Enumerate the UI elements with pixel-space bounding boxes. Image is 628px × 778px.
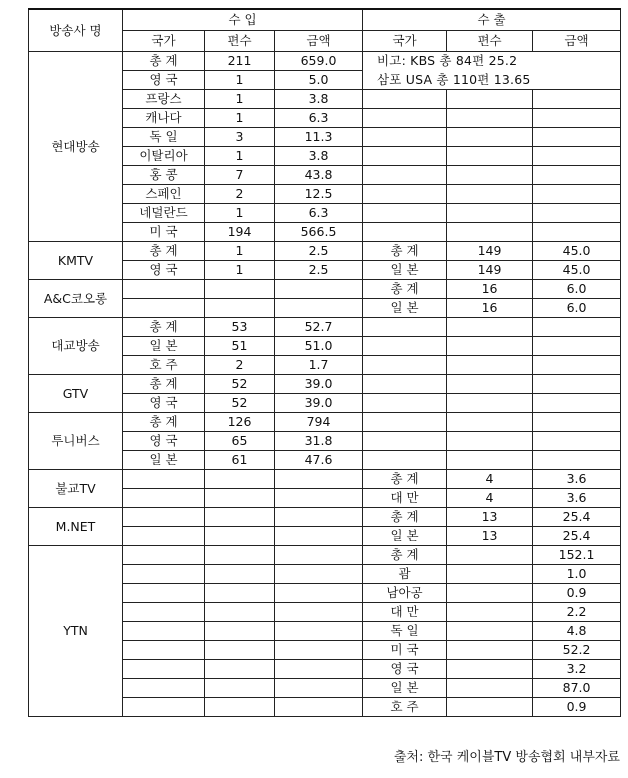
- export-country: 미 국: [363, 641, 447, 660]
- import-country: [123, 584, 205, 603]
- export-country: 총 계: [363, 546, 447, 565]
- import-amount: [275, 299, 363, 318]
- export-country: 독 일: [363, 622, 447, 641]
- import-country: 호 주: [123, 356, 205, 375]
- export-country: [363, 375, 447, 394]
- export-amount: [533, 223, 621, 242]
- export-amount: [533, 185, 621, 204]
- export-count: 16: [447, 280, 533, 299]
- import-count: 2: [205, 185, 275, 204]
- import-amount: 52.7: [275, 318, 363, 337]
- export-amount: 45.0: [533, 242, 621, 261]
- export-amount: 2.2: [533, 603, 621, 622]
- export-amount: 152.1: [533, 546, 621, 565]
- export-country: [363, 394, 447, 413]
- export-country: 일 본: [363, 679, 447, 698]
- export-amount: [533, 90, 621, 109]
- import-count: [205, 679, 275, 698]
- import-count: 61: [205, 451, 275, 470]
- export-count: [447, 356, 533, 375]
- import-country: 총 계: [123, 242, 205, 261]
- import-count: [205, 470, 275, 489]
- table-row: [29, 413, 621, 432]
- export-amount: 4.8: [533, 622, 621, 641]
- import-count: 65: [205, 432, 275, 451]
- import-amount: 31.8: [275, 432, 363, 451]
- import-amount: [275, 546, 363, 565]
- export-country: 일 본: [363, 299, 447, 318]
- import-amount: 51.0: [275, 337, 363, 356]
- export-country: [363, 185, 447, 204]
- import-country: [123, 527, 205, 546]
- export-count: [447, 451, 533, 470]
- import-amount: 659.0: [275, 52, 363, 71]
- import-country: 일 본: [123, 451, 205, 470]
- table-row: [29, 52, 621, 71]
- import-count: [205, 508, 275, 527]
- import-count: 1: [205, 261, 275, 280]
- import-count: 53: [205, 318, 275, 337]
- export-count: [447, 318, 533, 337]
- header-export-count: 편수: [447, 31, 533, 52]
- import-country: 총 계: [123, 318, 205, 337]
- import-amount: 794: [275, 413, 363, 432]
- export-amount: [533, 432, 621, 451]
- import-country: 총 계: [123, 375, 205, 394]
- export-country: [363, 90, 447, 109]
- export-amount: [533, 394, 621, 413]
- export-country: [363, 147, 447, 166]
- export-country: 대 만: [363, 603, 447, 622]
- import-amount: [275, 603, 363, 622]
- export-amount: 52.2: [533, 641, 621, 660]
- broadcaster-name: 투니버스: [29, 413, 123, 470]
- import-count: [205, 698, 275, 717]
- table-row: [29, 280, 621, 299]
- import-count: [205, 565, 275, 584]
- import-country: [123, 641, 205, 660]
- import-amount: 2.5: [275, 242, 363, 261]
- table-row: [29, 508, 621, 527]
- import-amount: [275, 280, 363, 299]
- table-row: [29, 375, 621, 394]
- export-amount: 6.0: [533, 299, 621, 318]
- import-count: 126: [205, 413, 275, 432]
- export-country: 호 주: [363, 698, 447, 717]
- import-amount: [275, 508, 363, 527]
- import-count: [205, 299, 275, 318]
- export-count: [447, 337, 533, 356]
- export-count: [447, 432, 533, 451]
- export-amount: [533, 128, 621, 147]
- import-country: [123, 470, 205, 489]
- export-country: [363, 413, 447, 432]
- export-amount: [533, 166, 621, 185]
- export-count: [447, 147, 533, 166]
- import-count: [205, 622, 275, 641]
- import-amount: 3.8: [275, 90, 363, 109]
- document-sheet: [28, 8, 620, 765]
- header-export-amount: 금액: [533, 31, 621, 52]
- header-import-count: 편수: [205, 31, 275, 52]
- broadcaster-name: GTV: [29, 375, 123, 413]
- table-body: [29, 52, 621, 717]
- import-count: 52: [205, 394, 275, 413]
- import-amount: [275, 527, 363, 546]
- import-amount: [275, 698, 363, 717]
- import-count: 52: [205, 375, 275, 394]
- import-count: 2: [205, 356, 275, 375]
- export-count: [447, 375, 533, 394]
- export-count: [447, 413, 533, 432]
- export-count: [447, 565, 533, 584]
- import-amount: [275, 584, 363, 603]
- import-amount: 6.3: [275, 204, 363, 223]
- import-amount: 566.5: [275, 223, 363, 242]
- export-count: [447, 584, 533, 603]
- import-country: [123, 299, 205, 318]
- export-note: 삼포 USA 총 110편 13.65: [363, 71, 621, 90]
- import-count: [205, 660, 275, 679]
- export-amount: 1.0: [533, 565, 621, 584]
- import-country: 미 국: [123, 223, 205, 242]
- header-row-1: [29, 9, 621, 31]
- import-count: [205, 584, 275, 603]
- import-country: [123, 280, 205, 299]
- import-country: 프랑스: [123, 90, 205, 109]
- export-country: [363, 451, 447, 470]
- import-amount: 39.0: [275, 394, 363, 413]
- export-country: 일 본: [363, 261, 447, 280]
- import-country: 영 국: [123, 71, 205, 90]
- export-amount: [533, 451, 621, 470]
- import-country: [123, 698, 205, 717]
- export-amount: 25.4: [533, 508, 621, 527]
- export-country: [363, 318, 447, 337]
- import-count: [205, 641, 275, 660]
- export-amount: [533, 375, 621, 394]
- table-row: [29, 242, 621, 261]
- broadcaster-name: YTN: [29, 546, 123, 717]
- import-amount: [275, 641, 363, 660]
- import-country: [123, 508, 205, 527]
- import-count: [205, 546, 275, 565]
- export-amount: 6.0: [533, 280, 621, 299]
- import-count: [205, 603, 275, 622]
- import-count: 51: [205, 337, 275, 356]
- export-country: [363, 128, 447, 147]
- export-count: [447, 679, 533, 698]
- import-amount: 12.5: [275, 185, 363, 204]
- header-export: 수 출: [363, 9, 621, 31]
- export-amount: 3.6: [533, 470, 621, 489]
- export-amount: [533, 337, 621, 356]
- export-amount: 0.9: [533, 698, 621, 717]
- export-country: 총 계: [363, 242, 447, 261]
- export-country: [363, 223, 447, 242]
- import-count: [205, 489, 275, 508]
- export-country: 일 본: [363, 527, 447, 546]
- import-count: 3: [205, 128, 275, 147]
- import-amount: [275, 660, 363, 679]
- export-amount: [533, 147, 621, 166]
- header-broadcaster: 방송사 명: [29, 9, 123, 52]
- import-amount: 47.6: [275, 451, 363, 470]
- export-amount: [533, 204, 621, 223]
- export-country: 남아공: [363, 584, 447, 603]
- import-country: 홍 콩: [123, 166, 205, 185]
- export-count: [447, 660, 533, 679]
- import-country: 네덜란드: [123, 204, 205, 223]
- export-amount: 3.6: [533, 489, 621, 508]
- export-amount: 3.2: [533, 660, 621, 679]
- export-count: [447, 223, 533, 242]
- export-count: 4: [447, 489, 533, 508]
- import-country: [123, 489, 205, 508]
- table-row: [29, 470, 621, 489]
- export-country: [363, 337, 447, 356]
- export-count: [447, 128, 533, 147]
- export-amount: 0.9: [533, 584, 621, 603]
- import-count: [205, 280, 275, 299]
- export-count: [447, 185, 533, 204]
- import-country: 이탈리아: [123, 147, 205, 166]
- export-amount: 45.0: [533, 261, 621, 280]
- export-count: 13: [447, 508, 533, 527]
- export-amount: [533, 413, 621, 432]
- import-amount: [275, 470, 363, 489]
- header-import: 수 입: [123, 9, 363, 31]
- import-amount: [275, 489, 363, 508]
- export-amount: 87.0: [533, 679, 621, 698]
- export-count: [447, 90, 533, 109]
- export-count: [447, 641, 533, 660]
- export-country: [363, 204, 447, 223]
- import-country: [123, 622, 205, 641]
- import-country: 영 국: [123, 261, 205, 280]
- import-amount: 1.7: [275, 356, 363, 375]
- import-amount: [275, 622, 363, 641]
- import-country: 독 일: [123, 128, 205, 147]
- table-row: [29, 318, 621, 337]
- import-country: 영 국: [123, 432, 205, 451]
- import-amount: 2.5: [275, 261, 363, 280]
- import-amount: 43.8: [275, 166, 363, 185]
- import-country: [123, 603, 205, 622]
- export-country: [363, 432, 447, 451]
- import-country: 일 본: [123, 337, 205, 356]
- import-amount: 3.8: [275, 147, 363, 166]
- export-country: 총 계: [363, 470, 447, 489]
- export-country: [363, 356, 447, 375]
- import-count: 7: [205, 166, 275, 185]
- import-country: 영 국: [123, 394, 205, 413]
- import-count: 194: [205, 223, 275, 242]
- broadcast-trade-table: [28, 8, 621, 717]
- export-count: 4: [447, 470, 533, 489]
- export-count: 149: [447, 261, 533, 280]
- export-count: [447, 546, 533, 565]
- header-import-country: 국가: [123, 31, 205, 52]
- broadcaster-name: KMTV: [29, 242, 123, 280]
- export-count: [447, 204, 533, 223]
- export-count: 149: [447, 242, 533, 261]
- import-country: [123, 679, 205, 698]
- import-amount: [275, 679, 363, 698]
- broadcaster-name: 불교TV: [29, 470, 123, 508]
- export-amount: [533, 318, 621, 337]
- import-count: [205, 527, 275, 546]
- export-country: 총 계: [363, 280, 447, 299]
- export-country: 총 계: [363, 508, 447, 527]
- import-count: 1: [205, 71, 275, 90]
- export-country: [363, 166, 447, 185]
- import-amount: 5.0: [275, 71, 363, 90]
- header-export-country: 국가: [363, 31, 447, 52]
- export-count: [447, 603, 533, 622]
- export-count: 13: [447, 527, 533, 546]
- import-count: 1: [205, 90, 275, 109]
- import-amount: 39.0: [275, 375, 363, 394]
- export-note: 비고: KBS 총 84편 25.2: [363, 52, 621, 71]
- import-country: 스페인: [123, 185, 205, 204]
- export-amount: 25.4: [533, 527, 621, 546]
- export-country: 영 국: [363, 660, 447, 679]
- import-amount: 6.3: [275, 109, 363, 128]
- broadcaster-name: 현대방송: [29, 52, 123, 242]
- import-amount: 11.3: [275, 128, 363, 147]
- import-count: 1: [205, 204, 275, 223]
- export-country: [363, 109, 447, 128]
- export-amount: [533, 356, 621, 375]
- import-country: 캐나다: [123, 109, 205, 128]
- broadcaster-name: 대교방송: [29, 318, 123, 375]
- source-note: 출처: 한국 케이블TV 방송협회 내부자료: [393, 750, 620, 765]
- export-count: [447, 394, 533, 413]
- export-amount: [533, 109, 621, 128]
- broadcaster-name: A&C코오롱: [29, 280, 123, 318]
- export-count: [447, 166, 533, 185]
- export-count: [447, 622, 533, 641]
- export-country: 괌: [363, 565, 447, 584]
- import-country: [123, 546, 205, 565]
- import-country: [123, 660, 205, 679]
- import-count: 1: [205, 109, 275, 128]
- import-country: 총 계: [123, 52, 205, 71]
- import-count: 211: [205, 52, 275, 71]
- export-count: 16: [447, 299, 533, 318]
- import-count: 1: [205, 242, 275, 261]
- header-import-amount: 금액: [275, 31, 363, 52]
- import-amount: [275, 565, 363, 584]
- export-count: [447, 109, 533, 128]
- table-row: [29, 546, 621, 565]
- import-country: [123, 565, 205, 584]
- broadcaster-name: M.NET: [29, 508, 123, 546]
- import-country: 총 계: [123, 413, 205, 432]
- export-country: 대 만: [363, 489, 447, 508]
- export-count: [447, 698, 533, 717]
- import-count: 1: [205, 147, 275, 166]
